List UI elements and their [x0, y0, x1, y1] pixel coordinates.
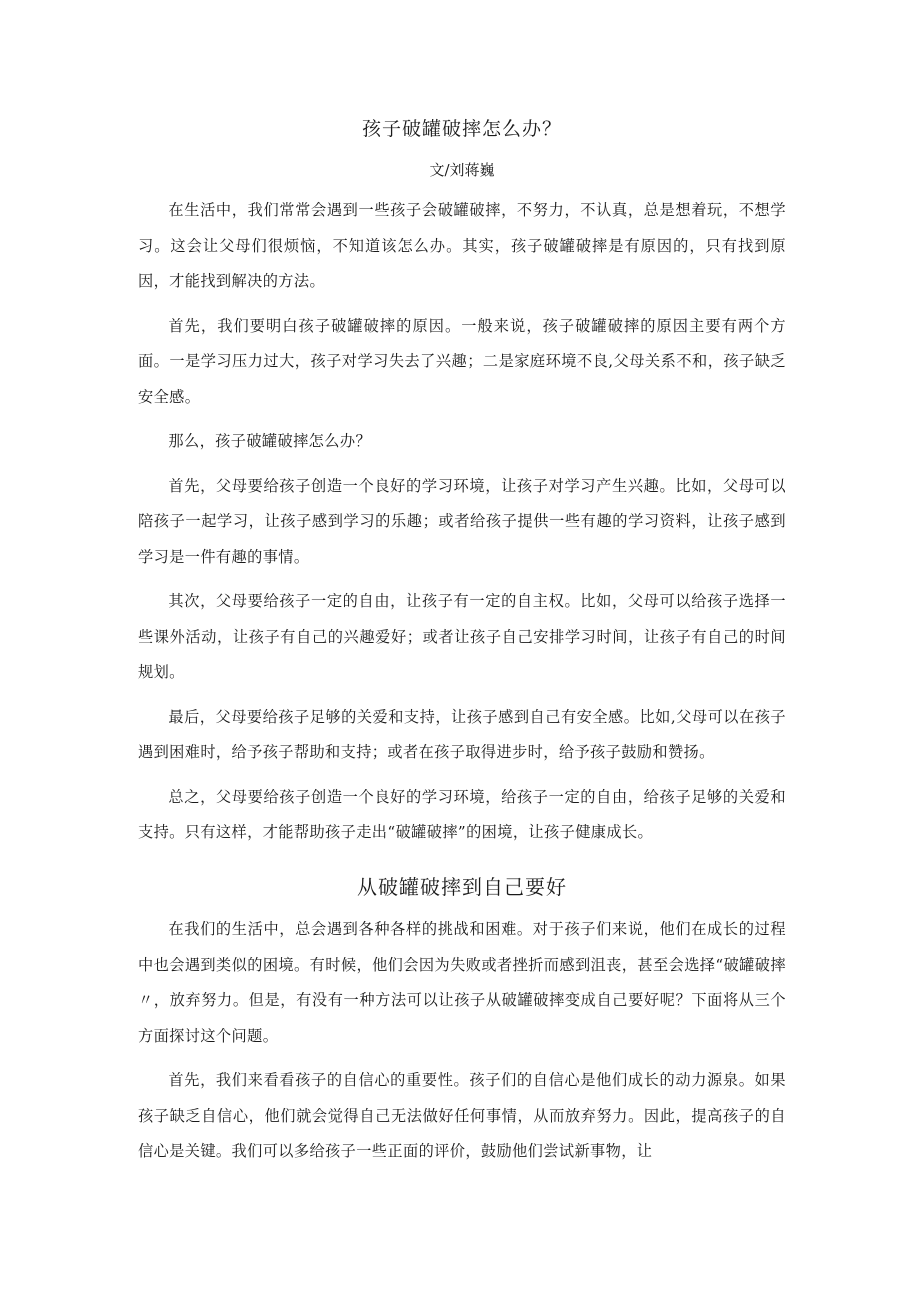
- paragraph: 首先，父母要给孩子创造一个良好的学习环境，让孩子对学习产生兴趣。比如，父母可以陪孩子一起学习，让孩子感到学习的乐趣；或者给孩子提供一些有趣的学习资料，让孩子感到学习是一件有趣的事情。: [138, 476, 786, 566]
- paragraph: 那么，孩子破罐破摔怎么办？: [168, 432, 372, 450]
- paragraph: 最后，父母要给孩子足够的关爱和支持，让孩子感到自己有安全感。比如,父母可以在孩子遇到困难时，给予孩子帮助和支持；或者在孩子取得进步时，给予孩子鼓励和赞扬。: [138, 707, 786, 761]
- section-title: 从破罐破摔到自己要好: [357, 875, 567, 899]
- author-line: 文/刘蒋巍: [429, 161, 495, 179]
- article-body: [138, 193, 786, 860]
- paragraph: 首先，我们来看看孩子的自信心的重要性。孩子们的自信心是他们成长的动力源泉。如果孩子缺乏自信心，他们就会觉得自己无法做好任何事情，从而放弃努力。因此，提高孩子的自信心是关键。我们可以多给孩子一些正面的评价，鼓励他们尝试新事物，让: [138, 1071, 786, 1160]
- paragraph: 总之，父母要给孩子创造一个良好的学习环境，给孩子一定的自由，给孩子足够的关爱和支持。只有这样，才能帮助孩子走出“破罐破摔”的困境，让孩子健康成长。: [138, 787, 786, 841]
- paragraph: 首先，我们要明白孩子破罐破摔的原因。一般来说，孩子破罐破摔的原因主要有两个方面。一是学习压力过大，孩子对学习失去了兴趣；二是家庭环境不良,父母关系不和，孩子缺乏安全感。: [138, 316, 786, 406]
- paragraph: 在生活中，我们常常会遇到一些孩子会破罐破摔，不努力，不认真，总是想着玩，不想学习。这会让父母们很烦恼，不知道该怎么办。其实，孩子破罐破摔是有原因的，只有找到原因，才能找到解决的方法。: [138, 201, 786, 290]
- article-title: 孩子破罐破摔怎么办？: [361, 118, 562, 140]
- paragraph: 其次，父母要给孩子一定的自由，让孩子有一定的自主权。比如，父母可以给孩子选择一些课外活动，让孩子有自己的兴趣爱好；或者让孩子自己安排学习时间，让孩子有自己的时间规划。: [138, 592, 786, 681]
- paragraph: 在我们的生活中，总会遇到各种各样的挑战和困难。对于孩子们来说，他们在成长的过程中也会遇到类似的困境。有时候，他们会因为失败或者挫折而感到沮丧，甚至会选择“破罐破摔〃，放弃努力。但是，有没有一种方法可以让孩子从破罐破摔变成自己要好呢？下面将从三个方面探讨这个问题。: [138, 920, 786, 1045]
- section-body: [138, 912, 786, 1179]
